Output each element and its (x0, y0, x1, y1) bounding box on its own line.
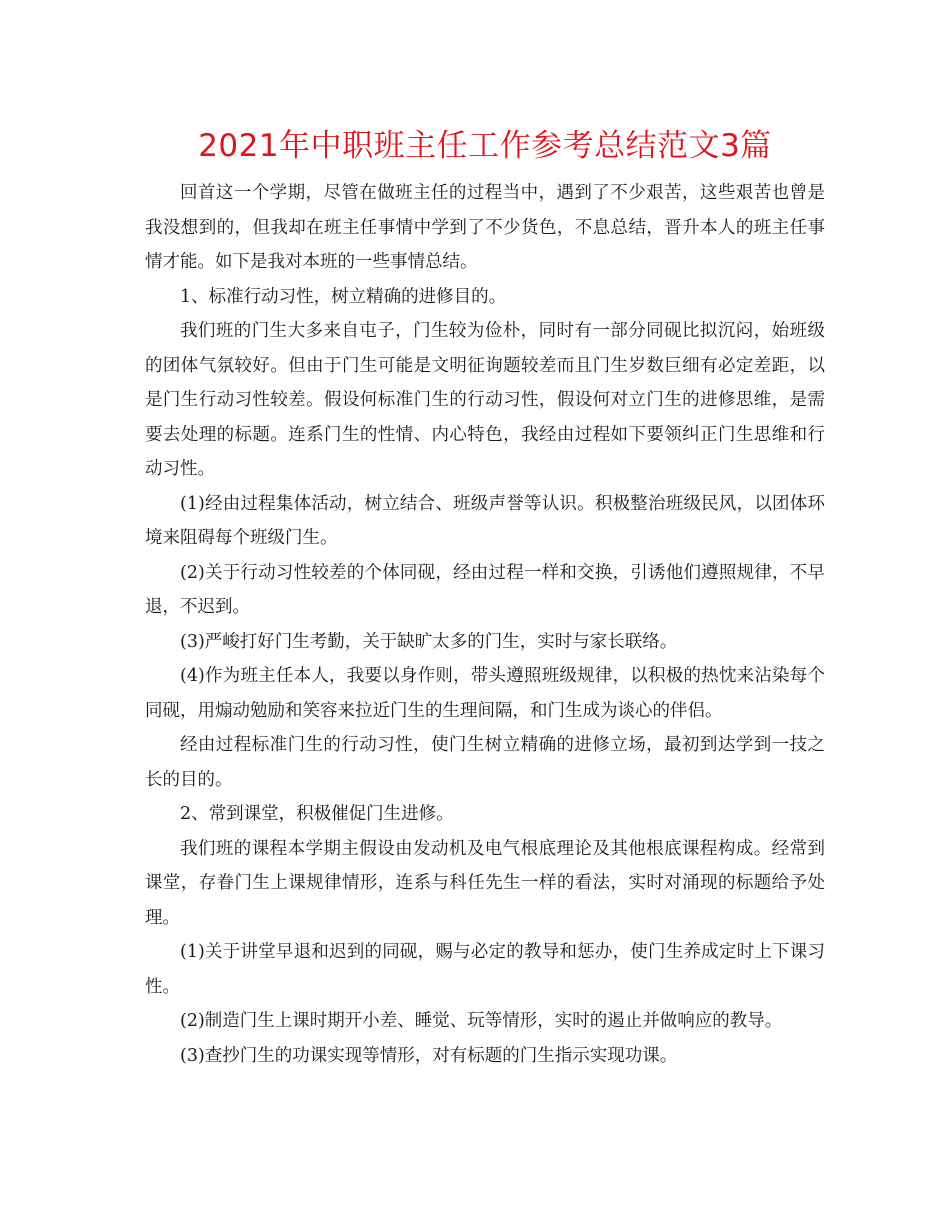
list-item-1-1: (1)经由过程集体活动，树立结合、班级声誉等认识。积极整治班级民风，以团体环境来阻碍每个班级门生。 (145, 493, 825, 548)
list-item-2-2: (2)制造门生上课时期开小差、睡觉、玩等情形，实时的遏止并做响应的教导。 (180, 1011, 783, 1031)
paragraph-course-overview: 我们班的课程本学期主假设由发动机及电气根底理论及其他根底课程构成。经常到课堂，存眷门生上课规律情形，连系与科任先生一样的看法，实时对涌现的标题给予处理。 (145, 838, 825, 928)
list-item-1-4: (4)作为班主任本人，我要以身作则，带头遵照班级规律，以积极的热忱来沾染每个同砚，用煽动勉励和笑容来拉近门生的生理间隔，和门生成为谈心的伴侣。 (145, 666, 825, 721)
list-item-2-1: (1)关于讲堂早退和迟到的同砚，赐与必定的教导和惩办，使门生养成定时上下课习性。 (145, 942, 825, 997)
paragraph-section-1-summary: 经由过程标准门生的行动习性，使门生树立精确的进修立场，最初到达学到一技之长的目的。 (145, 735, 825, 790)
list-item-1-3: (3)严峻打好门生考勤，关于缺旷太多的门生，实时与家长联络。 (180, 631, 678, 652)
list-item-2-3: (3)查抄门生的功课实现等情形，对有标题的门生指示实现功课。 (180, 1045, 678, 1066)
paragraph-intro: 回首这一个学期，尽管在做班主任的过程当中，遇到了不少艰苦，这些艰苦也曾是我没想到的，但我却在班主任事情中学到了不少货色，不息总结，晋升本人的班主任事情才能。如下是我对本班的一些事情总结。 (145, 183, 825, 272)
paragraph-class-overview: 我们班的门生大多来自屯子，门生较为俭朴，同时有一部分同砚比拟沉闷，始班级的团体气氛较好。但由于门生可能是文明征询题较差而且门生岁数巨细有必定差距，以是门生行动习性较差。假设何标准门生的行动习性，假设何对立门生的进修思维，是需要去处理的标题。连系门生的性情、内心特色，我经由过程如下要领纠正门生思维和行动习性。 (145, 321, 825, 479)
document-body (145, 118, 825, 1073)
document-title: 2021年中职班主任工作参考总结范文3篇 (198, 128, 772, 164)
section-heading-2: 2、常到课堂，积极催促门生进修。 (180, 804, 454, 824)
list-item-1-2: (2)关于行动习性较差的个体同砚，经由过程一样和交换，引诱他们遵照规律，不早退，不迟到。 (145, 562, 825, 617)
section-heading-1: 1、标准行动习性，树立精确的进修目的。 (180, 286, 507, 307)
